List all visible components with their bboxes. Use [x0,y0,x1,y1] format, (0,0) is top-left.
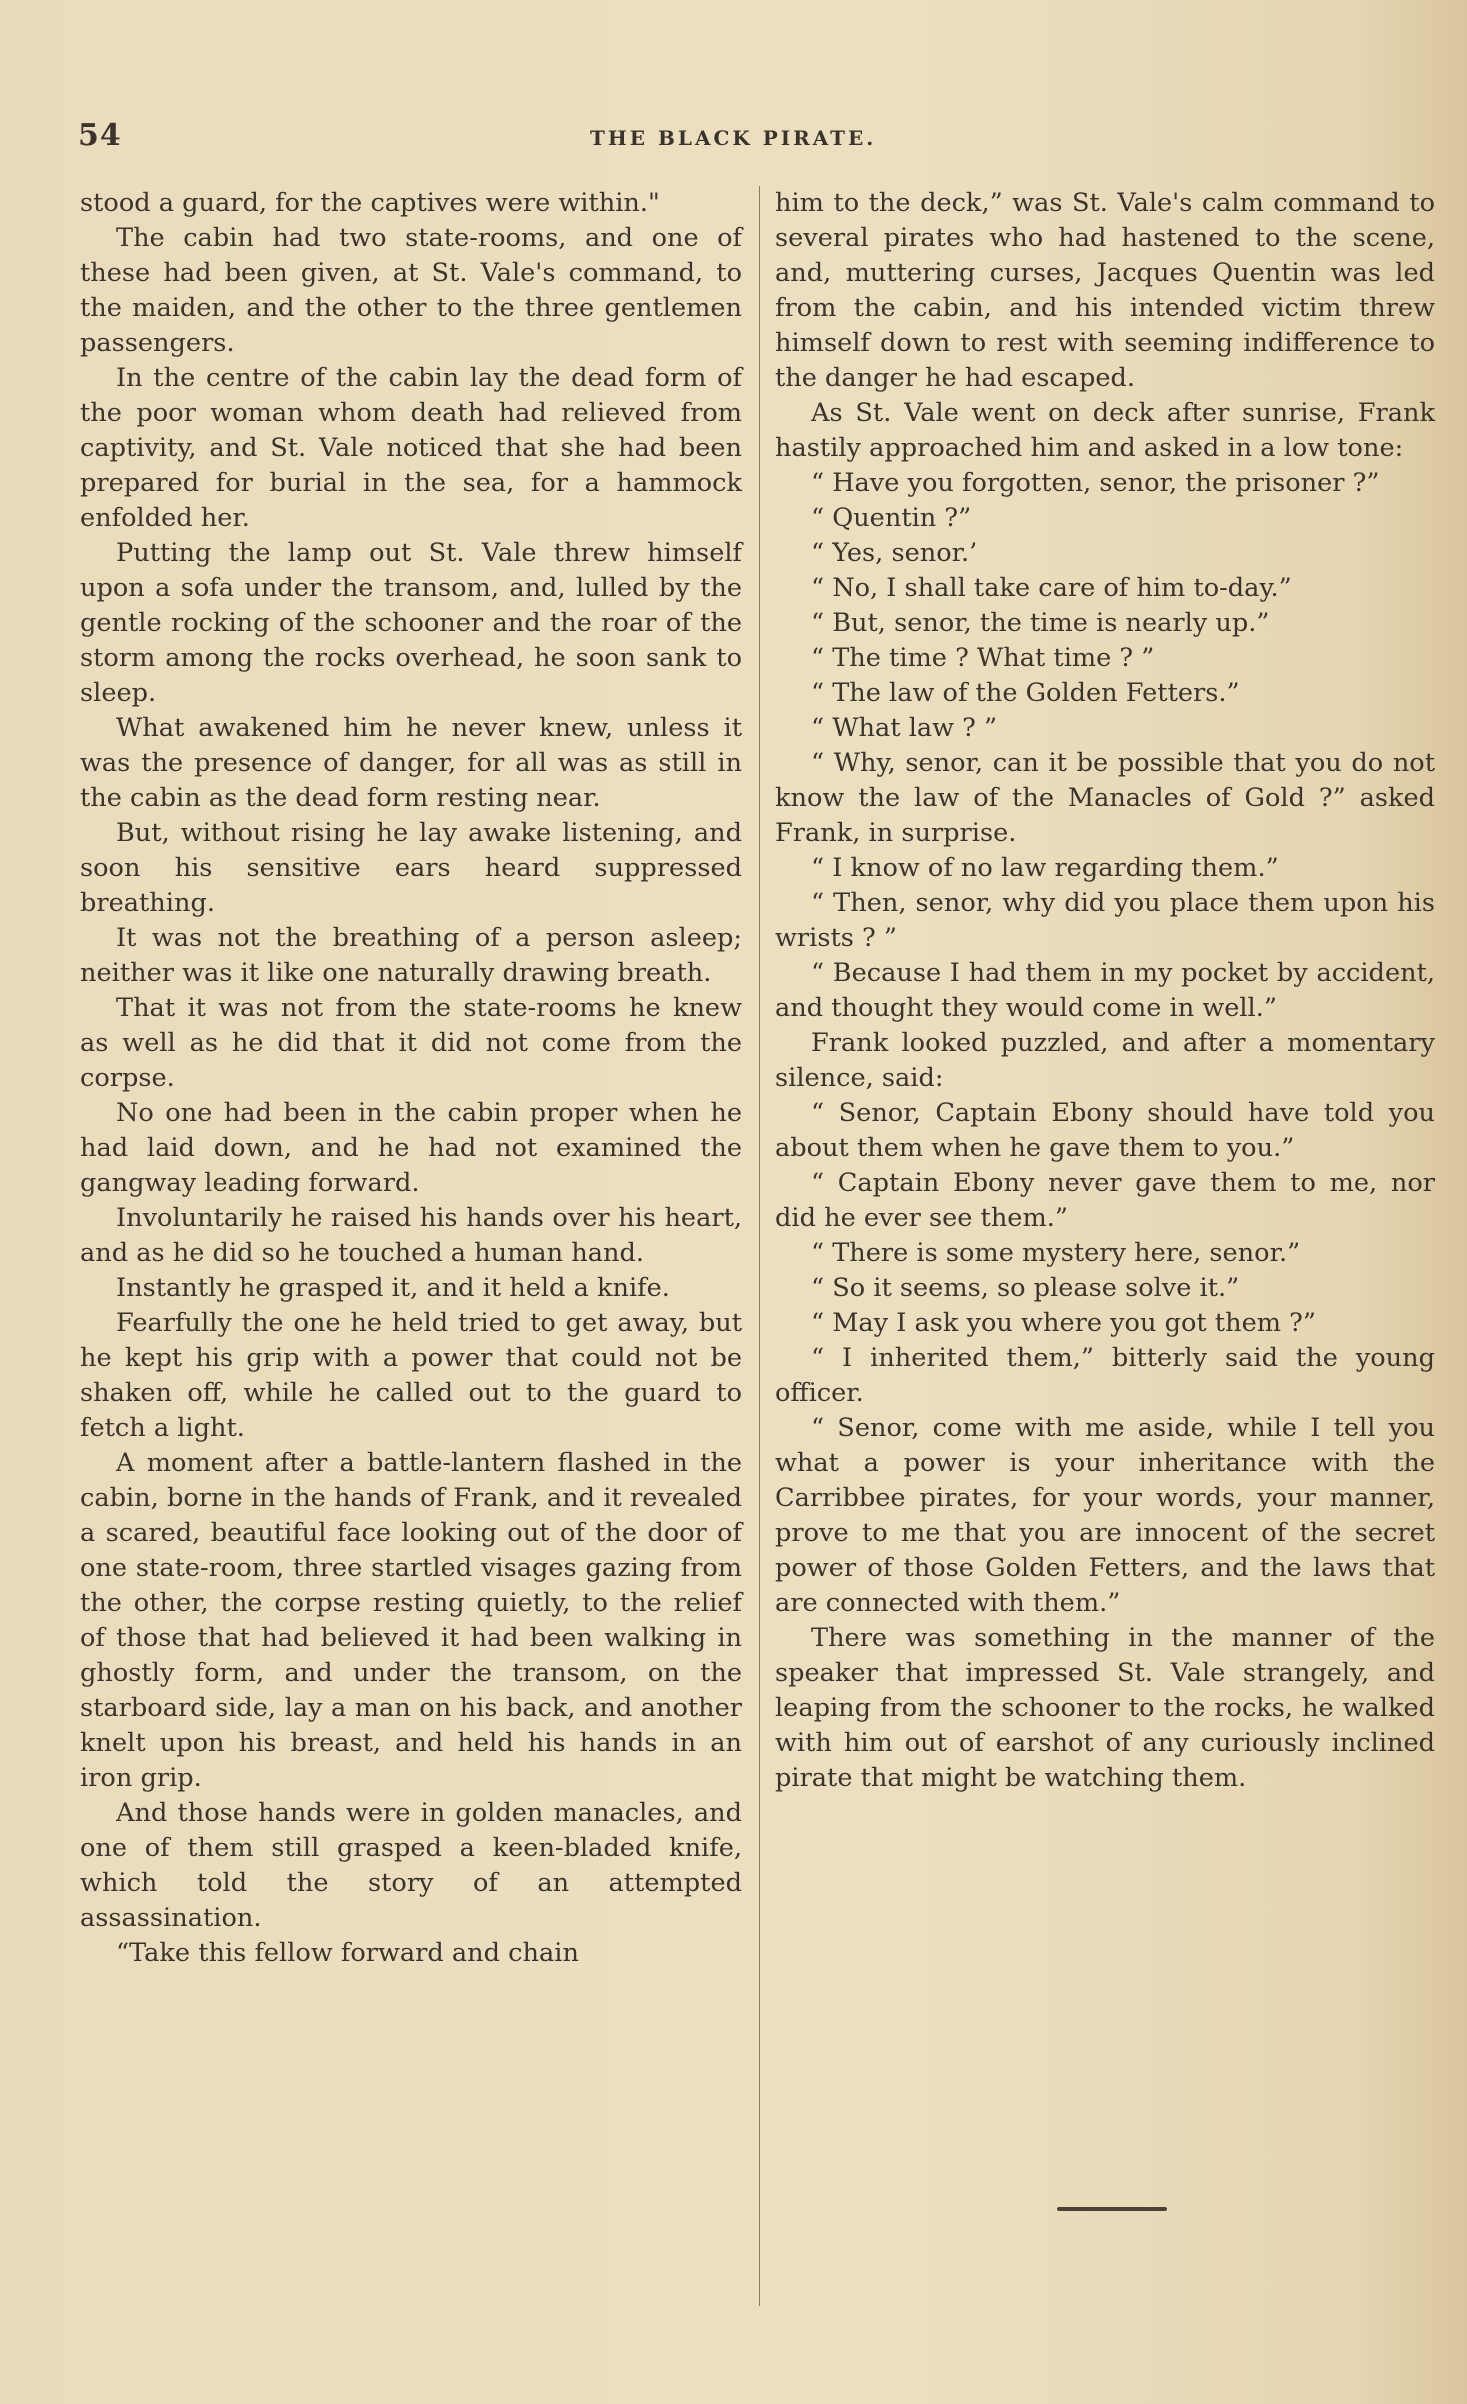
left-column [80,186,742,1971]
paragraph: Frank looked puzzled, and after a momentary silence, said: [775,1028,1435,1093]
paragraph: “ May I ask you where you got them ?” [811,1308,1316,1338]
paragraph: Fearfully the one he held tried to get away, but he kept his grip with a power that could not be shaken off, while he called out to the guard to fetch a light. [80,1308,742,1443]
running-title: THE BLACK PIRATE. [590,126,877,150]
column-divider [759,186,760,2306]
paragraph: “ No, I shall take care of him to-day.” [811,573,1292,603]
paragraph: It was not the breathing of a person asleep; neither was it like one naturally drawing breath. [80,923,742,988]
paragraph: There was something in the manner of the speaker that impressed St. Vale strangely, and leaping from the schooner to the rocks, he walked with him out of earshot of any curiously inclined pirate that might be watching them. [775,1623,1435,1793]
paragraph: “ So it seems, so please solve it.” [811,1273,1240,1303]
paragraph: “ The time ? What time ? ” [811,643,1155,673]
paragraph: What awakened him he never knew, unless it was the presence of danger, for all was as still in the cabin as the dead form resting near. [80,713,742,813]
page-header [0,118,1467,158]
paragraph: As St. Vale went on deck after sunrise, Frank hastily approached him and asked in a low tone: [775,398,1435,463]
paragraph: And those hands were in golden manacles, and one of them still grasped a keen-bladed knife, which told the story of an attempted assassination. [80,1798,742,1933]
paragraph: A moment after a battle-lantern flashed in the cabin, borne in the hands of Frank, and it revealed a scared, beautiful face looking out of the door of one state-room, three startled visages gazing from the other, the corpse resting quietly, to the relief of those that had believed it had been walking in ghostly form, and under the transom, on the starboard side, lay a man on his back, and another knelt upon his breast, and held his hands in an iron grip. [80,1448,742,1793]
paragraph: “ What law ? ” [811,713,998,743]
page-number: 54 [78,118,122,153]
paragraph: “ I know of no law regarding them.” [811,853,1279,883]
paragraph: “ Senor, come with me aside, while I tell you what a power is your inheritance with the Carribbee pirates, for your words, your manner, prove to me that you are innocent of the secret power of those Golden Fetters, and the laws that are connected with them.” [775,1413,1435,1618]
paragraph: “ Yes, senor.’ [811,538,978,568]
paragraph: No one had been in the cabin proper when he had laid down, and he had not examined the gangway leading forward. [80,1098,742,1198]
paragraph: “ The law of the Golden Fetters.” [811,678,1240,708]
paragraph: “ I inherited them,” bitterly said the young officer. [775,1343,1435,1408]
paragraph: The cabin had two state-rooms, and one of these had been given, at St. Vale's command, to the maiden, and the other to the three gentlemen passengers. [80,223,742,358]
paragraph: “ Then, senor, why did you place them upon his wrists ? ” [775,888,1435,953]
paragraph: “ Because I had them in my pocket by accident, and thought they would come in well.” [775,958,1435,1023]
paragraph: stood a guard, for the captives were within." [80,188,660,218]
paragraph: But, without rising he lay awake listening, and soon his sensitive ears heard suppressed breathing. [80,818,742,918]
paragraph: “ Have you forgotten, senor, the prisoner ?” [811,468,1380,498]
paragraph: “Take this fellow forward and chain [116,1938,579,1968]
right-column [775,186,1435,1796]
paragraph: “ But, senor, the time is nearly up.” [811,608,1270,638]
paragraph: Instantly he grasped it, and it held a knife. [116,1273,670,1303]
paragraph: him to the deck,” was St. Vale's calm command to several pirates who had hastened to the scene, and, muttering curses, Jacques Quentin was led from the cabin, and his intended victim threw himself down to rest with seeming indifference to the danger he had escaped. [775,188,1435,393]
paragraph: Involuntarily he raised his hands over his heart, and as he did so he touched a human hand. [80,1203,742,1268]
paragraph: “ Captain Ebony never gave them to me, nor did he ever see them.” [775,1168,1435,1233]
section-end-rule [1057,2207,1167,2211]
paragraph: “ There is some mystery here, senor.” [811,1238,1301,1268]
paragraph: That it was not from the state-rooms he knew as well as he did that it did not come from the corpse. [80,993,742,1093]
paragraph: “ Why, senor, can it be possible that you do not know the law of the Manacles of Gold ?” asked Frank, in surprise. [775,748,1435,848]
paragraph: Putting the lamp out St. Vale threw himself upon a sofa under the transom, and, lulled by the gentle rocking of the schooner and the roar of the storm among the rocks overhead, he soon sank to sleep. [80,538,742,708]
paragraph: In the centre of the cabin lay the dead form of the poor woman whom death had relieved from captivity, and St. Vale noticed that she had been prepared for burial in the sea, for a hammock enfolded her. [80,363,742,533]
paragraph: “ Senor, Captain Ebony should have told you about them when he gave them to you.” [775,1098,1435,1163]
paragraph: “ Quentin ?” [811,503,972,533]
